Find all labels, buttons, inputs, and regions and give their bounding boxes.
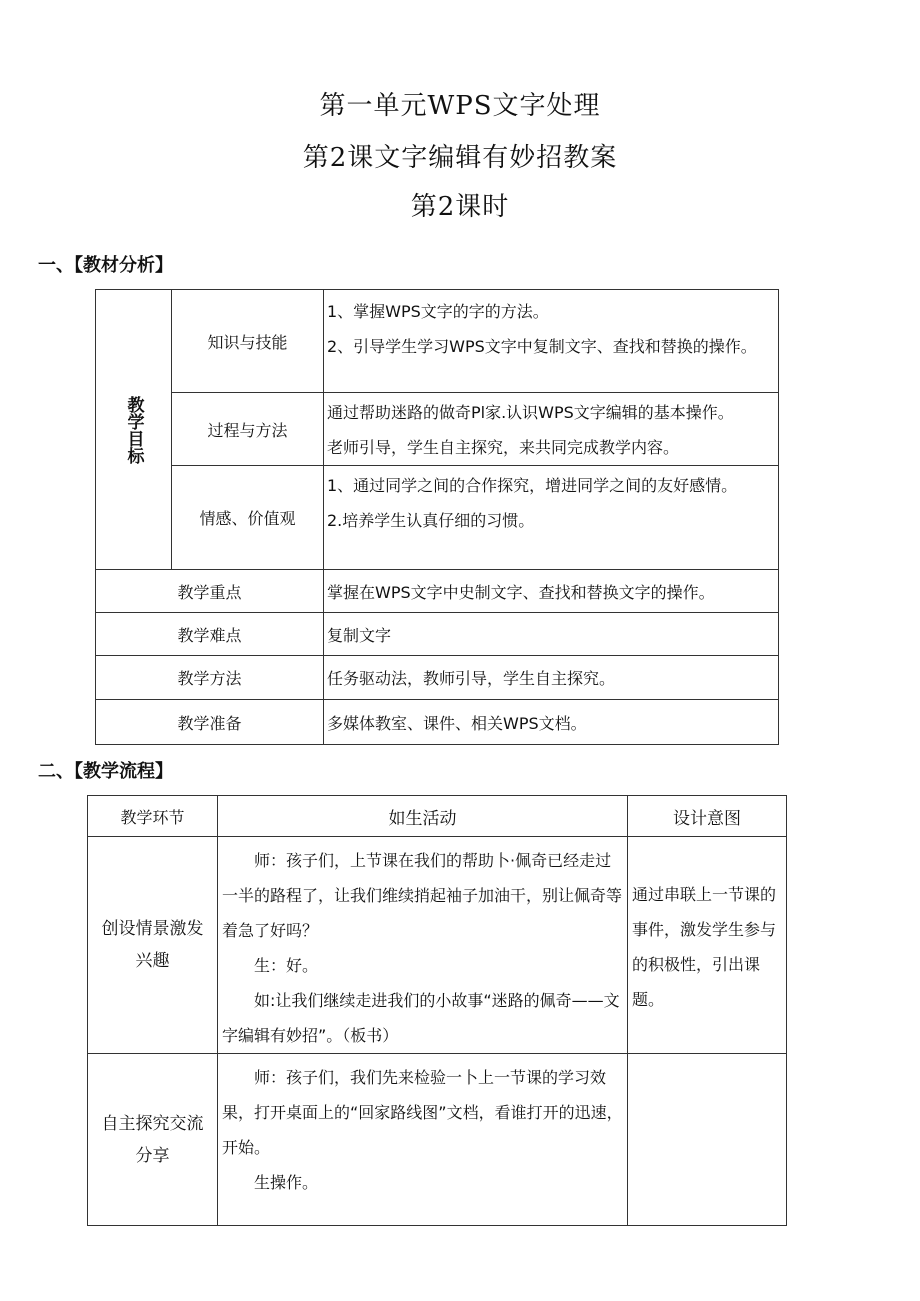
materials-table (95, 289, 779, 745)
period-title: 第2课时 (410, 192, 510, 222)
goal-value-process (324, 393, 779, 466)
row-value-preparation: 多媒体教室、课件、相关WPS文档。 (324, 700, 779, 745)
stage-cell: 创设情景激发兴趣 (88, 837, 218, 1054)
stage-cell: 自主探究交流分享 (88, 1054, 218, 1226)
goal-line: 2.培养学生认真仔细的习惯。 (327, 511, 535, 530)
intent-cell (628, 1054, 787, 1226)
goal-line: 1、通过同学之间的合作探究，增进同学之间的友好感情。 (327, 476, 738, 495)
goal-label-knowledge: 知识与技能 (172, 290, 324, 393)
lesson-title: 第2课文字编辑有妙招教案 (302, 143, 618, 173)
unit-title: 第一单元WPS文字处理 (319, 91, 601, 121)
row-label-difficulty: 教学难点 (96, 613, 324, 656)
activity-paragraph: 如:让我们继续走进我们的小故事“迷路的佩奇——文字编辑有妙招”。（板书） (222, 991, 620, 1045)
activity-paragraph: 师：孩子们，上节课在我们的帮助卜·佩奇已经走过一半的路程了，让我们维续捎起袖子加油干，别让佩奇等着急了好吗？ (222, 851, 623, 940)
goal-value-emotion (324, 466, 779, 570)
row-label-method: 教学方法 (96, 656, 324, 700)
goal-value-knowledge (324, 290, 779, 393)
row-label-keypoint: 教学重点 (96, 570, 324, 613)
activity-paragraph: 生：好。 (254, 956, 319, 975)
header-stage: 教学环节 (88, 796, 218, 837)
header-intent: 设计意图 (628, 796, 787, 837)
goal-label: 教学目标 (123, 395, 144, 464)
goal-label-cell (96, 290, 172, 570)
section-materials-heading: 一、【教材分析】 (38, 255, 173, 276)
row-value-method: 任务驱动法，教师引导，学生自主探究。 (324, 656, 779, 700)
row-value-keypoint: 掌握在WPS文字中史制文字、查找和替换文字的操作。 (324, 570, 779, 613)
process-table (87, 795, 787, 1226)
header-activity: 如生活动 (218, 796, 628, 837)
goal-line: 2、引导学生学习WPS文字中复制文字、查找和替换的操作。 (327, 337, 757, 356)
section-process-heading: 二、【教学流程】 (38, 761, 173, 782)
goal-label-process: 过程与方法 (172, 393, 324, 466)
goal-line: 1、掌握WPS文字的字的方法。 (327, 302, 549, 321)
activity-cell (218, 837, 628, 1054)
goal-line: 老师引导，学生自主探究，来共同完成教学内容。 (327, 438, 680, 457)
activity-cell (218, 1054, 628, 1226)
intent-cell: 通过串联上一节课的事件，激发学生参与的积极性，引出课题。 (628, 837, 787, 1054)
goal-label-emotion: 情感、价值观 (172, 466, 324, 570)
activity-paragraph: 生操作。 (254, 1173, 319, 1192)
row-label-preparation: 教学准备 (96, 700, 324, 745)
goal-line: 通过帮助迷路的做奇Pl家.认识WPS文字编辑的基本操作。 (327, 403, 734, 422)
activity-paragraph: 师：孩子们，我们先来检验一卜上一节课的学习效果，打开桌面上的“回家路线图”文档，看谁打开的迅速，开始。 (222, 1068, 623, 1157)
row-value-difficulty: 复制文字 (324, 613, 779, 656)
